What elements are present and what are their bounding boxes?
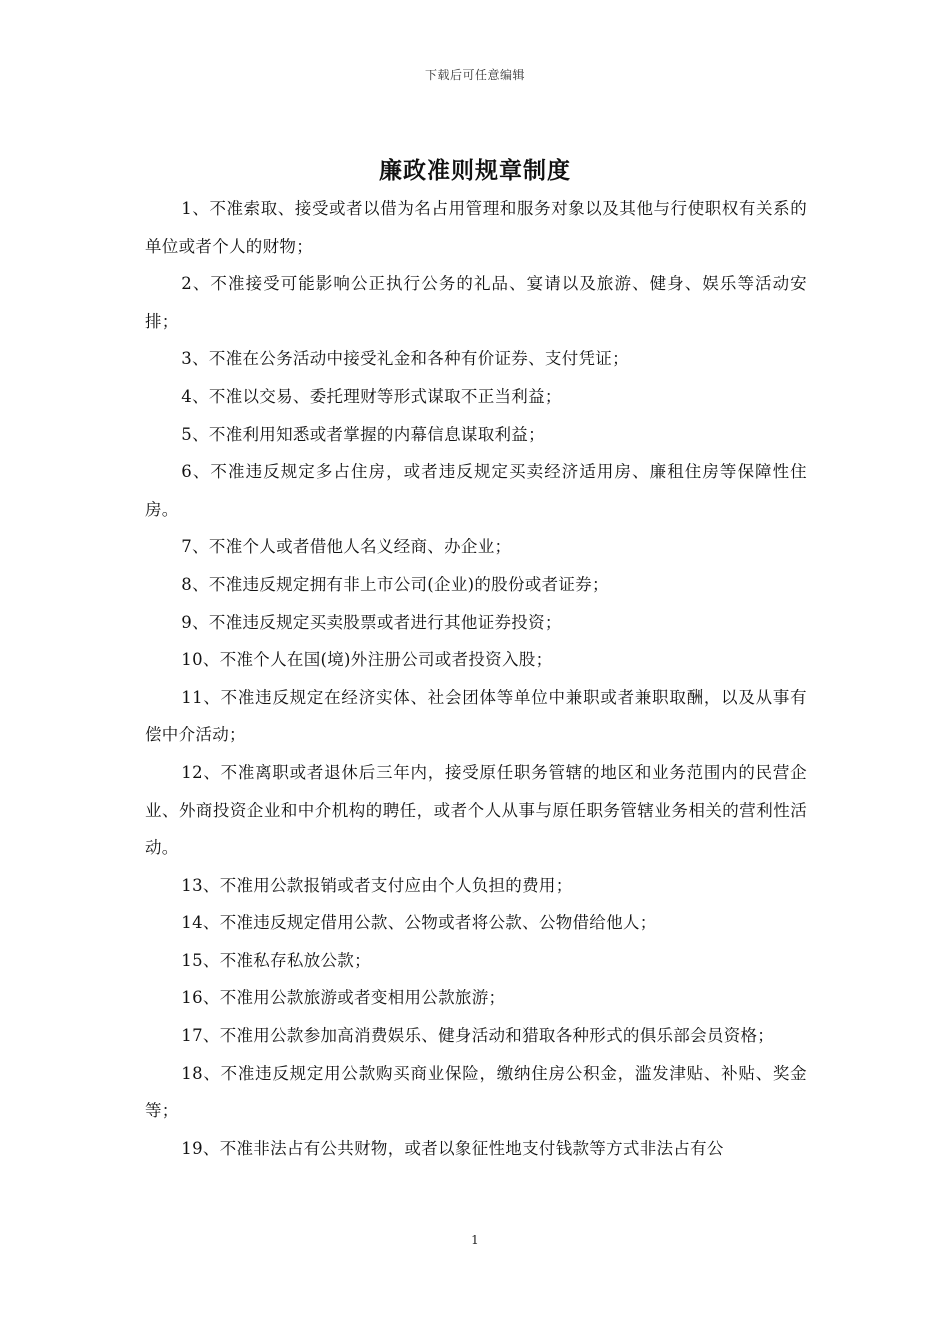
paragraph: 7、不准个人或者借他人名义经商、办企业； bbox=[181, 537, 512, 557]
paragraph: 8、不准违反规定拥有非上市公司(企业)的股份或者证券； bbox=[181, 574, 609, 594]
paragraph: 16、不准用公款旅游或者变相用公款旅游； bbox=[181, 988, 506, 1008]
paragraph: 17、不准用公款参加高消费娱乐、健身活动和猎取各种形式的俱乐部会员资格； bbox=[181, 1026, 775, 1046]
paragraph: 15、不准私存私放公款； bbox=[181, 950, 371, 970]
document-body bbox=[145, 190, 807, 1167]
paragraph: 18、不准违反规定用公款购买商业保险，缴纳住房公积金，滥发津贴、补贴、奖金等； bbox=[145, 1063, 807, 1121]
paragraph: 2、不准接受可能影响公正执行公务的礼品、宴请以及旅游、健身、娱乐等活动安排； bbox=[145, 274, 807, 331]
paragraph: 1、不准索取、接受或者以借为名占用管理和服务对象以及其他与行使职权有关系的单位或者个人的财物； bbox=[145, 199, 807, 256]
paragraph: 4、不准以交易、委托理财等形式谋取不正当利益； bbox=[181, 386, 562, 406]
header-note: 下载后可任意编辑 bbox=[424, 68, 525, 82]
paragraph: 9、不准违反规定买卖股票或者进行其他证券投资； bbox=[181, 612, 562, 632]
paragraph: 10、不准个人在国(境)外注册公司或者投资入股； bbox=[181, 650, 553, 670]
paragraph: 3、不准在公务活动中接受礼金和各种有价证券、支付凭证； bbox=[181, 349, 629, 369]
paragraph: 6、不准违反规定多占住房，或者违反规定买卖经济适用房、廉租住房等保障性住房。 bbox=[145, 462, 807, 519]
paragraph: 14、不准违反规定借用公款、公物或者将公款、公物借给他人； bbox=[181, 913, 657, 933]
paragraph: 5、不准利用知悉或者掌握的内幕信息谋取利益； bbox=[181, 424, 545, 444]
paragraph: 12、不准离职或者退休后三年内，接受原任职务管辖的地区和业务范围内的民营企业、外商投资企业和中介机构的聘任，或者个人从事与原任职务管辖业务相关的营利性活动。 bbox=[145, 762, 807, 858]
paragraph: 11、不准违反规定在经济实体、社会团体等单位中兼职或者兼职取酬，以及从事有偿中介活动； bbox=[145, 687, 807, 745]
paragraph: 19、不准非法占有公共财物，或者以象征性地支付钱款等方式非法占有公 bbox=[181, 1138, 724, 1158]
page-number: 1 bbox=[471, 1233, 479, 1247]
paragraph: 13、不准用公款报销或者支付应由个人负担的费用； bbox=[181, 875, 573, 895]
document-title: 廉政准则规章制度 bbox=[379, 157, 571, 184]
